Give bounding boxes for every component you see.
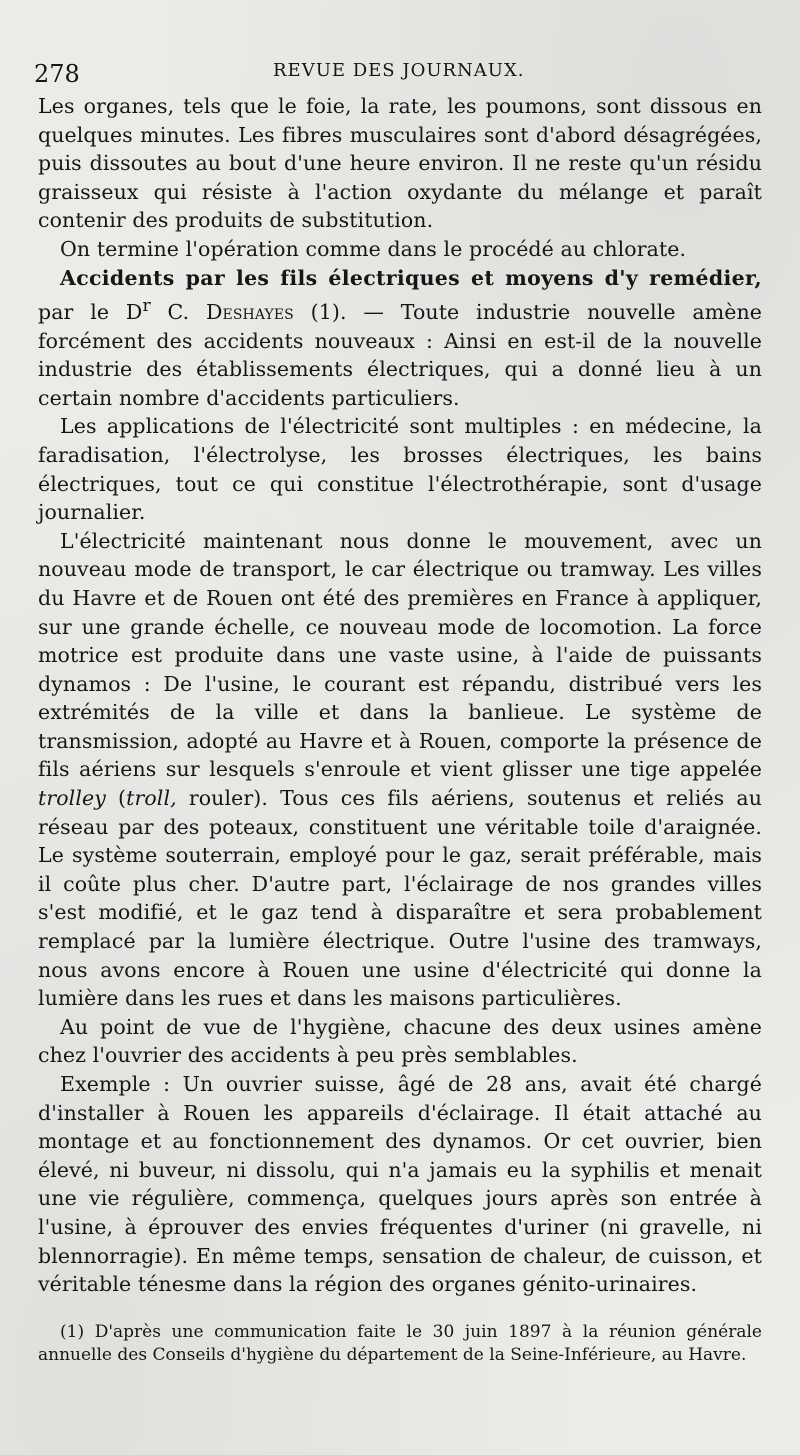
section-byline-superscript: r bbox=[142, 296, 151, 317]
transport-text-end: rouler). Tous ces fils aériens, soutenus et reliés au réseau par des poteaux, constituent une véritable toile d'araignée. Le système souterrain, employé pour le gaz, serait préférable, mais il coûte plus cher. D'autre part, l'éclairage de nos grandes villes s'est modifié, et le gaz tend à disparaître et sera probablement remplacé par la lumière électrique. Outre l'usine des tramways, nous avons encore à Rouen une usine d'électricité qui donne la lumière dans les rues et dans les maisons particulières. bbox=[38, 786, 763, 1011]
footnote-reference: (1). bbox=[293, 299, 347, 324]
paragraph-applications: Les applications de l'électricité sont multiples : en médecine, la faradisation, l'électrolyse, les brosses électriques, les bains électriques, tout ce qui constitue l'électrothérapie, sont d'usage journalier. bbox=[38, 414, 762, 525]
paragraph-hygiene: Au point de vue de l'hygiène, chacune des deux usines amène chez l'ouvrier des accidents à peu près semblables. bbox=[38, 1014, 762, 1068]
page-header bbox=[34, 52, 762, 92]
section-intro-paragraph bbox=[38, 264, 762, 413]
section-byline: par le D bbox=[38, 299, 143, 324]
page-number: 278 bbox=[34, 60, 80, 88]
footnote: (1) D'après une communication faite le 30 juin 1897 à la réunion générale annuelle des Conseils d'hygiène du département de la Seine-Inférieure, au Havre. bbox=[38, 1321, 762, 1365]
author-initial: C. bbox=[150, 299, 206, 324]
paragraph-organs: Les organes, tels que le foie, la rate, les poumons, sont dissous en quelques minutes. Les fibres musculaires sont d'abord désagrégées, puis dissoutes au bout d'une heure environ. Il ne reste qu'un résidu graisseux qui résiste à l'action oxydante du mélange et paraît contenir des produits de substitution. bbox=[38, 94, 762, 233]
body-text bbox=[38, 92, 762, 1299]
transport-text-start: L'électricité maintenant nous donne le mouvement, avec un nouveau mode de transport, le car électrique ou tramway. Les villes du Havre et de Rouen ont été des premières en France à appliquer, sur une grande échelle, ce nouveau mode de locomotion. La force motrice est produite dans une vaste usine, à l'aide de puissants dynamos : De l'usine, le courant est répandu, distribué vers les extrémités de la ville et dans la banlieue. Le système de transmission, adopté au Havre et à Rouen, comporte la présence de fils aériens sur lesquels s'enroule et vient glisser une tige appelée bbox=[38, 528, 762, 782]
term-troll: troll, bbox=[126, 786, 177, 811]
section-intro-text: — Toute industrie nouvelle amène forcément des accidents nouveaux : Ainsi en est-il de la nouvelle industrie des établissements électriques, qui a donné lieu à un certain nombre d'accidents particuliers. bbox=[38, 299, 763, 410]
paragraph-transport bbox=[38, 527, 762, 1013]
transport-text-paren: ( bbox=[105, 786, 127, 811]
term-trolley: trolley bbox=[38, 786, 106, 811]
paragraph-example: Exemple : Un ouvrier suisse, âgé de 28 ans, avait été chargé d'installer à Rouen les appareils d'éclairage. Il était attaché au montage et au fonctionnement des dynamos. Or cet ouvrier, bien élevé, ni buveur, ni dissolu, qui n'a jamais eu la syphilis et menait une vie régulière, commença, quelques jours après son entrée à l'usine, à éprouver des envies fréquentes d'uriner (ni gravelle, ni blennorragie). En même temps, sensation de chaleur, de cuisson, et véritable ténesme dans la région des organes génito-urinaires. bbox=[38, 1072, 762, 1297]
paragraph-chlorate: On termine l'opération comme dans le procédé au chlorate. bbox=[60, 236, 687, 261]
author-name: Deshayes bbox=[205, 299, 294, 324]
section-title: Accidents par les fils électriques et moyens d'y remédier, bbox=[60, 265, 762, 290]
running-head: REVUE DES JOURNAUX. bbox=[273, 60, 525, 81]
